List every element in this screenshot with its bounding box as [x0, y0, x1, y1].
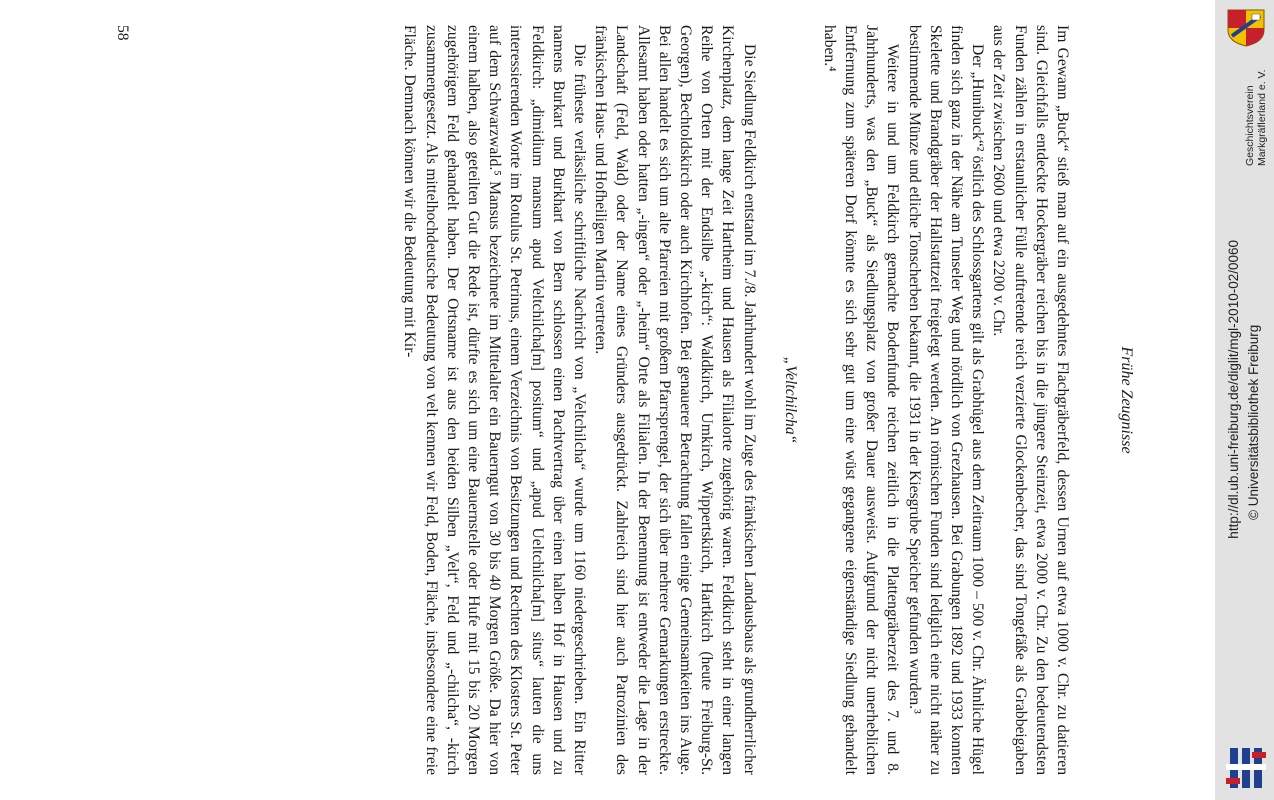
publisher-line: Geschichtsverein: [1244, 85, 1256, 166]
paragraph: Die früheste verlässliche schriftliche Nachricht von „Veltchilcha“ wurde um 1160 niedergeschrieben. Ein Ritter namens Burkart und Burkhart von Bern schlossen einen Pachtvertrag über einen halben Hof in Hausen und zu Feldkirch: „dimidium mansum apud Veltchilcha[m] positum“ und „apud Ueltchilcha[m] situs“ lauten die uns interessierenden Worte im Rotulus St. Petrinus, einem Verzeichnis von Besitzungen und Rechten des Klosters St. Peter auf dem Schwarzwald.⁵ Mansus bezeichnete im Mittelalter ein Bauerngut von 30 bis 40 Morgen Größe. Da hier von einem halben, also geteilten Gut die Rede ist, dürfte es sich um eine Bauernstelle oder Hufe mit 15 bis 20 Morgen zugehörigem Feld gehandelt haben. Der Ortsname ist aus den beiden Silben „Velt“, Feld und „-chilcha“, -kirch zusammengesetzt. Als mittelhochdeutsche Bedeutung von velt kennen wir Feld, Boden, Fläche, insbesondere eine freie Fläche. Demnach können wir die Bedeutung mit Kir-: [401, 25, 588, 775]
paragraph: Im Gewann „Buck“ stieß man auf ein ausgedehntes Flachgräberfeld, dessen Urnen auf etwa 1000 v. Chr. zu datieren sind. Gleichfalls entdeckte Hockergräber reichen bis in die jüngere Steinzeit, etwa 2000 v. Chr. Zu den bedeutendsten Funden zählen in erstaunlicher Fülle auftretende reich verzierte Glockenbecher, das sind Tongefäße als Grabbeigaben aus der Zeit zwischen 2600 und etwa 2200 v. Chr.: [990, 25, 1071, 775]
copyright-text: © Universitätsbibliothek Freiburg: [1246, 324, 1261, 520]
running-head: Frühe Zeugnisse: [1118, 346, 1135, 454]
ub-freiburg-logo-icon[interactable]: [1222, 744, 1270, 792]
source-url[interactable]: [1226, 0, 1246, 800]
copyright-line: [1246, 0, 1266, 800]
page-body: [399, 25, 1073, 775]
page-number: 58: [114, 25, 131, 41]
publisher-line: Markgräflerland e. V.: [1256, 69, 1268, 166]
section-title: „Veltchilcha“: [781, 356, 799, 444]
paragraph: Weitere in und um Feldkirch gemachte Bodenfunde reichen zeitlich in die Plattengräberzeit des 7. und 8. Jahrhunderts, was den „Buck“ als Siedlungsplatz von großer Dauer ausweist. Aufgrund der nicht unerheblichen Entfernung zum späteren Dorf könnte es sich sehr gut um eine wüst gegangene eigenständige Siedlung gehandelt haben.⁴: [820, 25, 902, 775]
paragraph: Der „Hunibuck“² östlich des Schlossgartens gilt als Grabhügel aus dem Zeitraum 1000 – 500 v. Chr. Ähnliche Hügel finden sich ganz in der Nähe am Tunseler Weg und nördlich von Grezhausen. Bei Grabungen 1892 und 1933 konnten Skelette und Brandgräber der Hallstattzeit freigelegt werden. An römischen Funden sind lediglich eine nicht näher zu bestimmende Münze und etliche Tonscherben bekannt, die 1931 in der Kiesgrube Speicher gefunden wurden.³: [905, 25, 987, 775]
paragraph: Die Siedlung Feldkirch entstand im 7./8. Jahrhundert wohl im Zuge des fränkischen Landausbaus als grundherrlicher Kirchenplatz, dem lange Zeit Hartheim und Hausen als Filialorte zugehörig waren. Feldkirch steht in einer langen Reihe von Orten mit der Endsilbe „-kirch“: Waldkirch, Umkirch, Wippertskirch, Hartkirch (heute Freiburg-St. Georgen), Bechtoldskirch oder auch Kirchhofen. Bei genauerer Betrachtung fallen einige Gemeinsamkeiten ins Auge. Bei allen handelt es sich um alte Pfarreien mit großem Pfarrsprengel, der sich über mehrere Gemarkungen erstreckte. Allesamt haben oder hatten „-ingen“ oder „-heim“ Orte als Filialen. In der Benennung ist entweder die Lage in der Landschaft (Feld, Wald) oder der Name eines Gründers ausgedrückt. Zahlreich sind hier auch Patrozinien des fränkischen Haus- und Hofheiligen Martin vertreten.: [592, 25, 758, 775]
source-url-text[interactable]: http://dl.ub.uni-freiburg.de/diglit/mgl-2010-02/0060: [1226, 240, 1241, 539]
page-sheet: [0, 25, 1215, 775]
